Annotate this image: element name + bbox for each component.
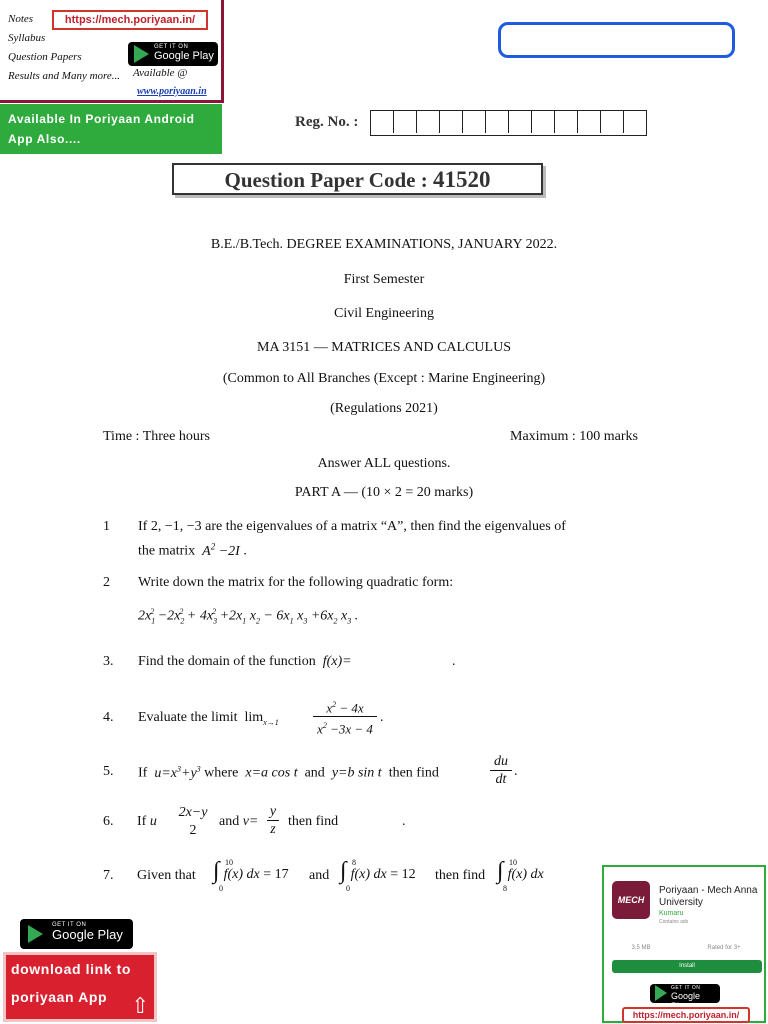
q3-text: Find the domain of the function: [138, 654, 316, 669]
app-store-card[interactable]: [602, 865, 766, 1023]
q1-matrix-expression: $A^2 -2I$: [198, 541, 240, 559]
q3-number: 3.: [103, 654, 114, 669]
up-arrow-icon: ⇧: [131, 993, 150, 1018]
q5-number: 5.: [103, 764, 114, 779]
play-logo-icon: [134, 45, 149, 63]
q5-u-expression: $u=x^3+y^3$: [150, 764, 201, 781]
download-app-box[interactable]: [3, 952, 157, 1022]
app-ads-note: Contains ads: [659, 919, 689, 925]
q1-number: 1: [103, 519, 110, 534]
q1-line2: the matrix $A^2 -2I$ .: [138, 541, 247, 559]
app-rating: Rated for 3+: [707, 945, 741, 951]
reg-no-label: Reg. No. :: [295, 114, 359, 130]
qp-code-label: Question Paper Code :: [224, 168, 428, 192]
exam-title: B.E./B.Tech. DEGREE EXAMINATIONS, JANUARY 2022.: [210, 237, 558, 252]
q4-number: 4.: [103, 710, 114, 725]
semester: First Semester: [343, 272, 425, 287]
promo-box: [0, 0, 224, 103]
q7-integral-1: ∫ 10 0 f(x) dx = 17: [213, 858, 289, 893]
download-line1: download link to: [11, 961, 132, 977]
q6-and: and v=: [219, 814, 259, 829]
q7-text: Given that: [137, 868, 196, 883]
question-papers-link[interactable]: Question Papers: [8, 51, 82, 63]
q5-du-dt: du dt: [490, 753, 512, 789]
results-link[interactable]: Results and Many more...: [8, 70, 121, 82]
q4-line: [138, 710, 279, 727]
available-label: Available @: [133, 67, 188, 79]
q4-fraction: $x^2 - 4x$ $x^2 -3x - 4$: [313, 697, 377, 739]
app-card-url[interactable]: https://mech.poriyaan.in/: [622, 1007, 750, 1023]
q4-lim: $\lim_{x\to 1}$: [241, 710, 279, 727]
q3-line: [138, 654, 352, 670]
app-developer: Kumaru: [659, 910, 684, 917]
q7-integral-2: ∫ 8 0 f(x) dx = 12: [340, 858, 416, 893]
app-logo: MECH: [612, 881, 650, 919]
q1-line2-text: the matrix: [138, 543, 196, 559]
google-play-badge-bottom[interactable]: GET IT ON Google Play: [20, 919, 133, 949]
promo-url-link[interactable]: https://mech.poriyaan.in/: [52, 10, 208, 30]
q4-text: Evaluate the limit: [138, 710, 238, 725]
q6-then: then find: [288, 814, 339, 829]
download-line2: poriyaan App: [11, 989, 108, 1005]
q7-and: and: [309, 868, 330, 883]
q3-period: .: [452, 654, 456, 669]
regulations: (Regulations 2021): [330, 401, 438, 416]
q7-number: 7.: [103, 868, 114, 883]
course-title: MA 3151 — MATRICES AND CALCULUS: [257, 340, 511, 355]
q1-line1: If 2, −1, −3 are the eigenvalues of a matrix “A”, then find the eigenvalues of: [138, 519, 566, 534]
max-marks-label: Maximum : 100 marks: [510, 429, 638, 444]
android-app-banner[interactable]: Available In Poriyaan Android App Also....: [0, 104, 222, 154]
q6-period: .: [402, 814, 406, 829]
site-link[interactable]: www.poriyaan.in: [137, 86, 207, 97]
q5-y-expression: y=b sin t: [328, 765, 386, 781]
google-play-badge-top[interactable]: GET IT ON Google Play: [128, 42, 218, 66]
part-a-heading: PART A — (10 × 2 = 20 marks): [294, 485, 474, 500]
question-paper-code-box: [172, 163, 543, 195]
common-note: (Common to All Branches (Except : Marine Engineering): [222, 371, 546, 386]
q6-v-fraction: y z: [267, 804, 279, 839]
play-logo-icon: [28, 925, 43, 943]
q6-u-fraction: 2x−y 2: [178, 805, 208, 838]
q4-period: .: [380, 710, 384, 725]
q5-line: If $u=x^3+y^3$ where x=a cos t and y=b sin t then find: [138, 764, 439, 781]
time-label: Time : Three hours: [103, 429, 210, 444]
q7-integral-3: ∫ 10 8 f(x) dx: [497, 858, 544, 893]
instruction: Answer ALL questions.: [317, 456, 451, 471]
q5-x-expression: x=a cos t: [241, 765, 302, 781]
q5-period: .: [514, 764, 518, 779]
qp-code-value: 41520: [432, 167, 491, 192]
install-button[interactable]: Install: [612, 960, 762, 973]
play-logo-icon: [655, 985, 667, 1001]
q2-text: Write down the matrix for the following quadratic form:: [138, 575, 454, 590]
q6-if: If u: [137, 814, 157, 829]
q7-then: then find: [435, 868, 486, 883]
q6-number: 6.: [103, 814, 114, 829]
q2-number: 2: [103, 575, 110, 590]
app-size: 3.5 MB: [631, 945, 651, 951]
notes-link[interactable]: Notes: [8, 13, 34, 25]
google-play-badge-card[interactable]: GET IT ON Google Play: [650, 984, 720, 1003]
q3-function: f(x)=: [319, 654, 352, 669]
syllabus-link[interactable]: Syllabus: [8, 32, 46, 44]
reg-no-cells[interactable]: [370, 110, 647, 136]
blue-rounded-box: [498, 22, 735, 58]
q2-quadratic-form: $2x_1^2 -2x_2^2 + 4x_3^2 +2x_1$ $x_2 - 6x_1$ $x_3 +6x_2$ $x_3$ .: [138, 607, 359, 626]
app-name: Poriyaan - Mech Anna University: [659, 885, 758, 908]
department: Civil Engineering: [334, 306, 434, 321]
